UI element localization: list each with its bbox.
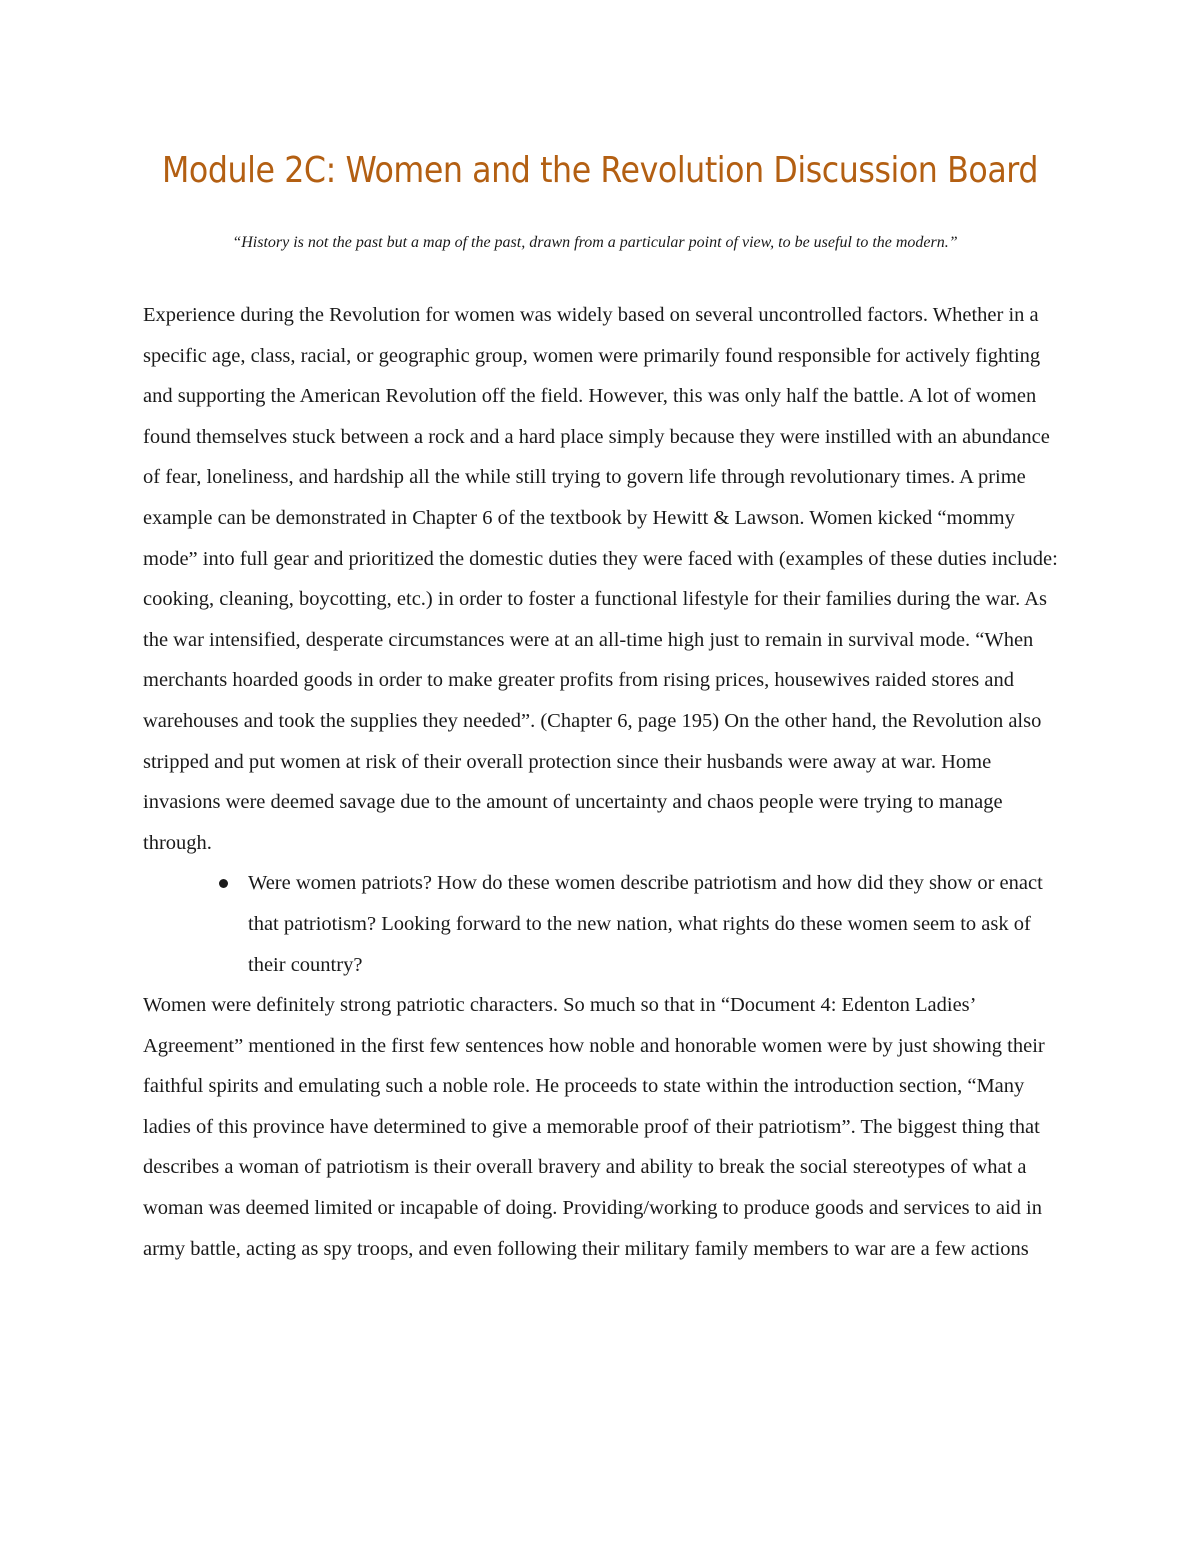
document-title: Module 2C: Women and the Revolution Discussion Board — [162, 150, 1038, 191]
question-list — [143, 863, 1058, 985]
question-item — [248, 863, 1058, 985]
bullet-icon — [219, 879, 228, 888]
document-body — [143, 295, 1058, 1269]
body-paragraph: Women were definitely strong patriotic characters. So much so that in “Document 4: Edenton Ladies’ Agreement” mentioned in the first few sentences how noble and honorable women were by just showing their faithful spirits and emulating such a noble role. He proceeds to state within the introduction section, “Many ladies of this province have determined to give a memorable proof of their patriotism”. The biggest thing that describes a woman of patriotism is their overall bravery and ability to break the social stereotypes of what a woman was deemed limited or incapable of doing. Providing/working to produce goods and services to aid in army battle, acting as spy troops, and even following their military family members to war are a few actions — [143, 994, 1045, 1260]
body-paragraph: Experience during the Revolution for women was widely based on several uncontrolled factors. Whether in a specific age, class, racial, or geographic group, women were primarily found responsible for actively fighting and supporting the American Revolution off the field. However, this was only half the battle. A lot of women found themselves stuck between a rock and a hard place simply because they were instilled with an abundance of fear, loneliness, and hardship all the while still trying to govern life through revolutionary times. A prime example can be demonstrated in Chapter 6 of the textbook by Hewitt & Lawson. Women kicked “mommy mode” into full gear and prioritized the domestic duties they were faced with (examples of these duties include: cooking, cleaning, boycotting, etc.) in order to foster a functional lifestyle for their families during the war. As the war intensified, desperate circumstances were at an all-time high just to remain in survival mode. “When merchants hoarded goods in order to make greater profits from rising prices, housewives raided stores and warehouses and took the supplies they needed”. (Chapter 6, page 195) On the other hand, the Revolution also stripped and put women at risk of their overall protection since their husbands were away at war. Home invasions were deemed savage due to the amount of uncertainty and chaos people were trying to manage through. — [143, 304, 1058, 854]
epigraph-quote: “History is not the past but a map of the past, drawn from a particular point of view, to be useful to the modern.” — [232, 234, 958, 251]
question-text: Were women patriots? How do these women describe patriotism and how did they show or enact that patriotism? Looking forward to the new nation, what rights do these women seem to ask of their country? — [248, 872, 1043, 976]
